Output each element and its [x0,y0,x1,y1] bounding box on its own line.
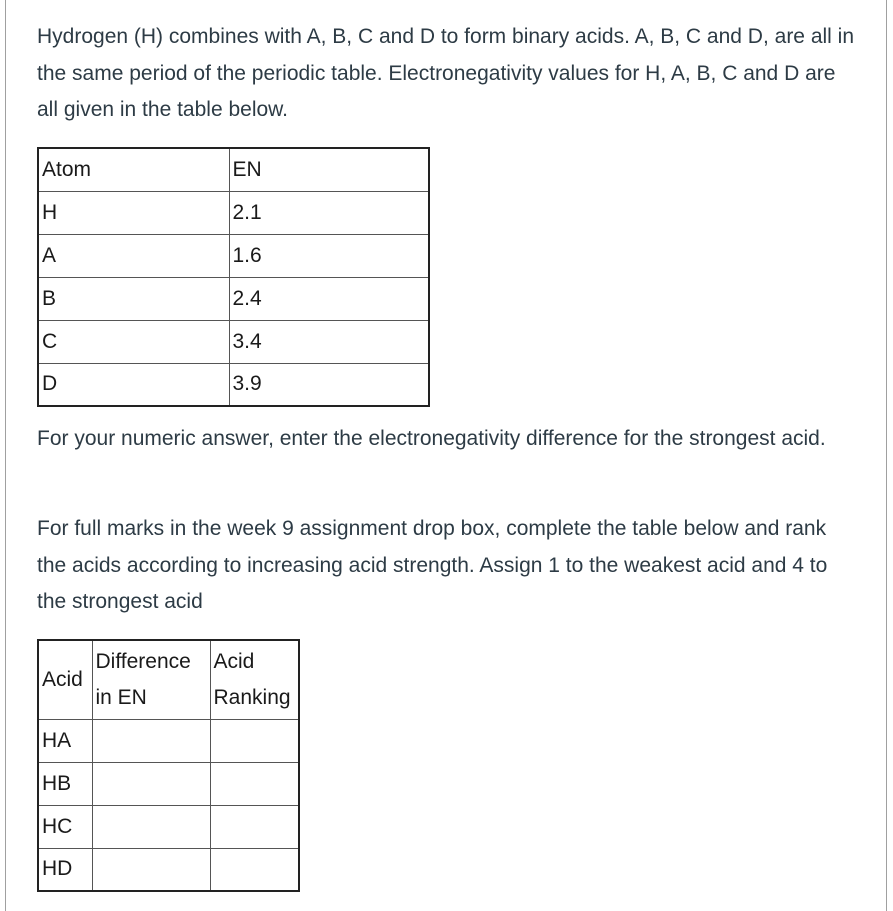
table-row [38,805,299,848]
table-row [38,191,429,234]
acid-cell: HC [38,805,92,848]
acid-cell: HB [38,762,92,805]
ranking-cell[interactable] [210,805,299,848]
en-cell: 3.9 [229,363,429,406]
atom-cell: B [38,277,229,320]
acid-cell: HA [38,719,92,762]
table-header-row [38,148,429,191]
header-acid: Acid [38,640,92,719]
difference-cell[interactable] [92,805,210,848]
en-cell: 1.6 [229,234,429,277]
header-difference-en: Difference in EN [92,640,210,719]
table-row [38,848,299,891]
ranking-cell[interactable] [210,762,299,805]
en-cell: 2.4 [229,277,429,320]
ranking-cell[interactable] [210,719,299,762]
header-en: EN [229,148,429,191]
numeric-instruction: For your numeric answer, enter the electronegativity difference for the strongest acid. [37,427,826,450]
acid-ranking-table [37,639,300,892]
en-cell: 2.1 [229,191,429,234]
table-row [38,277,429,320]
atom-cell: A [38,234,229,277]
atom-cell: C [38,320,229,363]
difference-cell[interactable] [92,762,210,805]
atom-cell: D [38,363,229,406]
intro-paragraph: Hydrogen (H) combines with A, B, C and D to form binary acids. A, B, C and D, are all in the same period of the periodic table. Electronegativity values for H, A, B, C and D are all given in the table below. [37,25,855,121]
difference-cell[interactable] [92,719,210,762]
difference-cell[interactable] [92,848,210,891]
table-row [38,719,299,762]
table-row [38,762,299,805]
electronegativity-table [37,147,430,407]
table-row [38,363,429,406]
acid-cell: HD [38,848,92,891]
ranking-cell[interactable] [210,848,299,891]
atom-cell: H [38,191,229,234]
header-atom: Atom [38,148,229,191]
table-row [38,320,429,363]
en-cell: 3.4 [229,320,429,363]
table-header-row [38,640,299,719]
ranking-instruction: For full marks in the week 9 assignment drop box, complete the table below and rank the acids according to increasing acid strength. Assign 1 to the weakest acid and 4 to the strongest acid [37,517,828,613]
header-acid-ranking: Acid Ranking [210,640,299,719]
table-row [38,234,429,277]
